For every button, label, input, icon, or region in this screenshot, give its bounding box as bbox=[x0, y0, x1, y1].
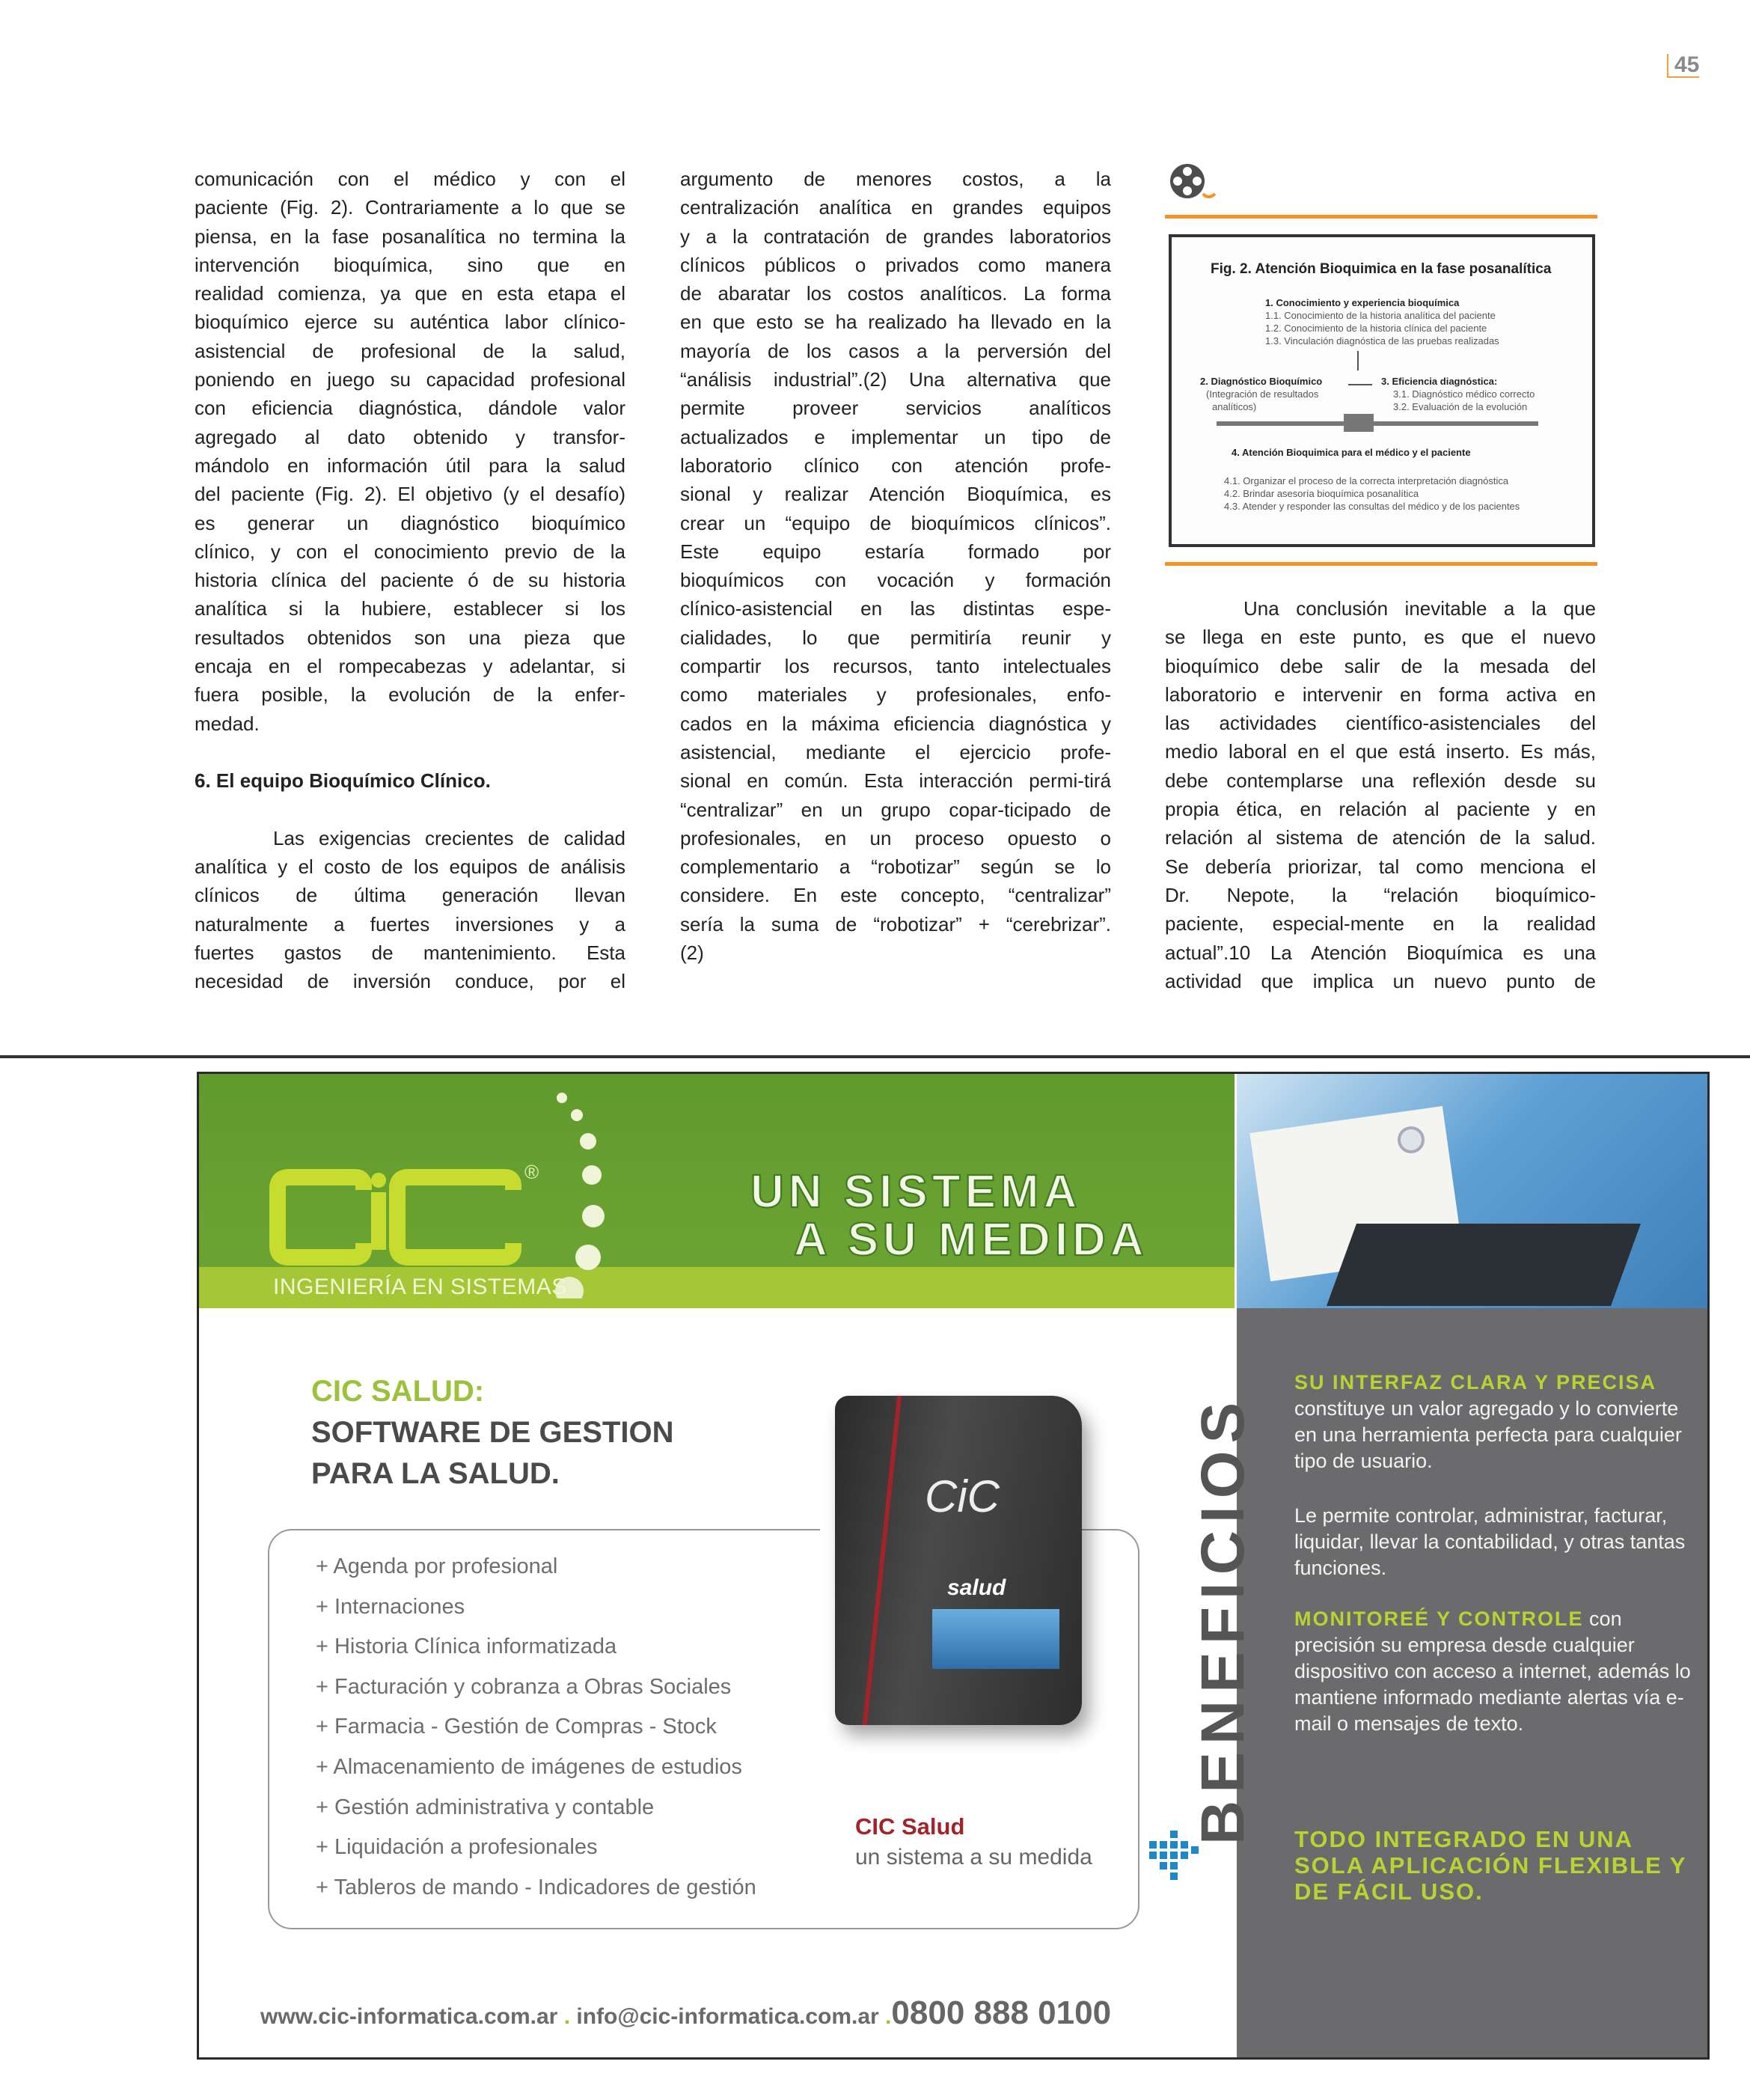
website-link[interactable]: www.cic-informatica.com.ar bbox=[260, 2004, 558, 2029]
text-line: actualizados e implementar un tipo de bbox=[680, 425, 1111, 448]
figure-item: 4.1. Organizar el proceso de la correcta interpretación diagnóstica bbox=[1224, 475, 1509, 486]
box-logo: CiC bbox=[925, 1471, 1000, 1521]
figure-section-2-title: 2. Diagnóstico Bioquímico bbox=[1200, 376, 1323, 387]
text-line: encaja en el rompecabezas y adelantar, si bbox=[195, 655, 625, 678]
box-label: salud bbox=[947, 1575, 1006, 1600]
text-line: bioquímico ejerce su auténtica labor clínico- bbox=[195, 311, 625, 334]
text-line: historia clínica del paciente ó de su historia bbox=[195, 569, 625, 592]
text-line: “centralizar” en un grupo copar-ticipado de bbox=[680, 798, 1111, 821]
text-line: bioquímico debe salir de la mesada del bbox=[1165, 654, 1596, 677]
arrow-right-icon bbox=[1348, 384, 1372, 385]
benefit-3-highlight: MONITOREÉ Y CONTROLE bbox=[1294, 1608, 1584, 1630]
feature-item: + Agenda por profesional bbox=[316, 1554, 558, 1578]
text-line: comunicación con el médico y con el bbox=[195, 168, 625, 190]
text-line: resultados obtenidos son una pieza que bbox=[195, 626, 625, 649]
feature-item: + Almacenamiento de imágenes de estudios bbox=[316, 1755, 742, 1779]
text-line: bioquímicos con vocación y formación bbox=[680, 569, 1111, 592]
text-line: debe contemplarse una reflexión desde su bbox=[1165, 769, 1596, 792]
ad-slogan-line-2: A SU MEDIDA bbox=[794, 1214, 1148, 1266]
text-line: mayoría de los casos a la perversión del bbox=[680, 339, 1111, 362]
text-line: considere. En este concepto, “centralizar” bbox=[680, 884, 1111, 907]
text-line: clínico-asistencial en las distintas espe- bbox=[680, 597, 1111, 620]
ad-contact-footer: www.cic-informatica.com.ar . info@cic-informatica.com.ar .0800 888 0100 bbox=[260, 1994, 1112, 2031]
text-line bbox=[195, 738, 625, 766]
brand-name: CIC Salud bbox=[855, 1813, 965, 1840]
text-line: Las exigencias crecientes de calidad bbox=[273, 826, 625, 849]
product-heading: CIC SALUD: bbox=[311, 1375, 485, 1408]
text-line: asistencial, mediante el ejercicio profe- bbox=[680, 740, 1111, 763]
text-line: piensa, en la fase posanalítica no termina la bbox=[195, 225, 625, 248]
text-line: permite proveer servicios analíticos bbox=[680, 397, 1111, 420]
text-line: realidad comienza, ya que en esta etapa el bbox=[195, 282, 625, 305]
text-line: agregado al dato obtenido y transfor- bbox=[195, 425, 625, 448]
figure-item: 3.2. Evaluación de la evolución bbox=[1393, 401, 1528, 412]
benefit-2: Le permite controlar, administrar, facturar, liquidar, llevar la contabilidad, y otras tantas funciones. bbox=[1294, 1504, 1686, 1579]
figure-section-4-title: 4. Atención Bioquimica para el médico y el paciente bbox=[1232, 447, 1471, 458]
figure-item: 1.1. Conocimiento de la historia analítica del paciente bbox=[1265, 310, 1496, 321]
feature-item: + Gestión administrativa y contable bbox=[316, 1795, 655, 1819]
email-link[interactable]: info@cic-informatica.com.ar bbox=[576, 2004, 879, 2029]
brand-slogan: un sistema a su medida bbox=[855, 1845, 1092, 1869]
text-line: es generar un diagnóstico bioquímico bbox=[195, 511, 625, 534]
figure-section-3-title: 3. Eficiencia diagnóstica: bbox=[1381, 376, 1498, 387]
text-line: compartir los recursos, tanto intelectuales bbox=[680, 655, 1111, 678]
figure-section-1-title: 1. Conocimiento y experiencia bioquímica bbox=[1265, 297, 1460, 308]
text-line: mándolo en información útil para la salud bbox=[195, 454, 625, 477]
text-line: Se debería priorizar, tal como menciona el bbox=[1165, 855, 1596, 878]
benefit-1-highlight: SU INTERFAZ CLARA Y PRECISA bbox=[1294, 1371, 1657, 1394]
text-line: paciente, especial-mente en la realidad bbox=[1165, 912, 1596, 935]
text-line: Dr. Nepote, la “relación bioquímico- bbox=[1165, 883, 1596, 906]
text-column-2 bbox=[680, 165, 1111, 967]
text-line: sional y realizar Atención Bioquímica, es bbox=[680, 483, 1111, 506]
figure-2-diagram bbox=[1169, 234, 1595, 547]
text-line: propia ética, en relación al paciente y en bbox=[1165, 798, 1596, 821]
figure-item: 4.2. Brindar asesoría bioquímica posanalítica bbox=[1224, 488, 1419, 499]
text-line: Este equipo estaría formado por bbox=[680, 540, 1111, 563]
figure-top-rule bbox=[1165, 215, 1597, 219]
text-line: analítica si la hubiere, establecer si los bbox=[195, 597, 625, 620]
text-line: paciente (Fig. 2). Contrariamente a lo que se bbox=[195, 196, 625, 219]
figure-bar-arrow bbox=[1344, 414, 1374, 432]
benefits-title: BENEFICIOS bbox=[1189, 1394, 1257, 1845]
feature-item: + Liquidación a profesionales bbox=[316, 1835, 598, 1860]
ad-slogan-line-1: UN SISTEMA bbox=[750, 1166, 1082, 1218]
figure-bottom-rule bbox=[1165, 562, 1597, 566]
text-line: clínicos públicos o privados como manera bbox=[680, 253, 1111, 276]
text-line: de abaratar los costos analíticos. La forma bbox=[680, 282, 1111, 305]
text-column-3 bbox=[1165, 594, 1596, 995]
text-line: necesidad de inversión conduce, por el bbox=[195, 970, 625, 993]
text-line: cialidades, lo que permitiría reunir y bbox=[680, 626, 1111, 649]
blue-pixel-arrow-icon bbox=[1149, 1826, 1232, 1893]
figure-item: 1.3. Vinculación diagnóstica de las pruebas realizadas bbox=[1265, 335, 1499, 347]
text-line: Una conclusión inevitable a la que bbox=[1243, 597, 1596, 620]
figure-item: 1.2. Conocimiento de la historia clínica del paciente bbox=[1265, 323, 1487, 334]
text-line: del paciente (Fig. 2). El objetivo (y el desafío) bbox=[195, 483, 625, 506]
benefit-1 bbox=[1294, 1370, 1698, 1474]
text-line: naturalmente a fuertes inversiones y a bbox=[195, 912, 625, 935]
figure-title: Fig. 2. Atención Bioquimica en la fase posanalítica bbox=[1211, 261, 1552, 277]
text-line: clínico, y con el conocimiento previo de la bbox=[195, 540, 625, 563]
text-line: crear un “equipo de bioquímicos clínicos”. bbox=[680, 511, 1111, 534]
text-line: actividad que implica un nuevo punto de bbox=[1165, 969, 1596, 992]
text-line: laboratorio clínico con atención profe- bbox=[680, 454, 1111, 477]
benefit-final: TODO INTEGRADO EN UNA SOLA APLICACIÓN FLEXIBLE Y DE FÁCIL USO. bbox=[1294, 1826, 1686, 1905]
text-line: se llega en este punto, es que el nuevo bbox=[1165, 626, 1596, 649]
phone-number: 0800 888 0100 bbox=[891, 1994, 1112, 2031]
benefit-1-text: constituye un valor agregado y lo convierte en una herramienta perfecta para cualquier tipo de usuario. bbox=[1294, 1397, 1682, 1472]
doctor-photo bbox=[1237, 1074, 1710, 1308]
logo-dots bbox=[528, 1089, 625, 1298]
text-line: medad. bbox=[195, 712, 260, 735]
page-number: 45 bbox=[1667, 54, 1699, 78]
figure-item: (Integración de resultados bbox=[1206, 388, 1319, 400]
benefits-panel bbox=[1237, 1308, 1710, 2060]
text-line bbox=[195, 796, 625, 824]
feature-item: + Facturación y cobranza a Obras Sociales bbox=[316, 1674, 732, 1699]
section-divider bbox=[0, 1055, 1750, 1058]
text-line: actual”.10 La Atención Bioquímica es una bbox=[1165, 941, 1596, 964]
text-line: asistencial de profesional de la salud, bbox=[195, 339, 625, 362]
text-line: “análisis industrial”.(2) Una alternativa que bbox=[680, 368, 1111, 391]
text-line: medio laboral en el que está inserto. Es más, bbox=[1165, 740, 1596, 763]
text-line: cados en la máxima eficiencia diagnóstica y bbox=[680, 712, 1111, 735]
text-line: fuertes gastos de mantenimiento. Esta bbox=[195, 941, 625, 965]
arrow-down-icon bbox=[1357, 351, 1359, 370]
product-subheading: SOFTWARE DE GESTION bbox=[311, 1416, 674, 1449]
ad-tagline: INGENIERÍA EN SISTEMAS bbox=[273, 1275, 567, 1299]
text-column-1 bbox=[195, 165, 625, 996]
text-line: poniendo en juego su capacidad profesional bbox=[195, 368, 625, 391]
section-heading: 6. El equipo Bioquímico Clínico. bbox=[195, 769, 491, 793]
film-reel-icon bbox=[1169, 162, 1221, 201]
software-box-image bbox=[835, 1396, 1082, 1725]
text-line: sería la suma de “robotizar” + “cerebrizar”. bbox=[680, 912, 1111, 935]
product-subheading: PARA LA SALUD. bbox=[311, 1457, 560, 1490]
text-line: intervención bioquímica, sino que en bbox=[195, 253, 625, 276]
figure-item: 3.1. Diagnóstico médico correcto bbox=[1393, 388, 1535, 400]
text-line: relación al sistema de atención de la salud. bbox=[1165, 826, 1596, 849]
feature-item: + Historia Clínica informatizada bbox=[316, 1634, 617, 1659]
cic-advertisement bbox=[197, 1072, 1710, 2060]
figure-bar bbox=[1217, 421, 1538, 426]
feature-item: + Tableros de mando - Indicadores de gestión bbox=[316, 1875, 756, 1899]
text-line: como materiales y profesionales, enfo- bbox=[680, 683, 1111, 706]
svg-text:®: ® bbox=[524, 1161, 539, 1183]
cic-logo bbox=[259, 1119, 573, 1269]
text-line: argumento de menores costos, a la bbox=[680, 168, 1111, 190]
feature-item: + Internaciones bbox=[316, 1594, 465, 1619]
text-line: centralización analítica en grandes equipos bbox=[680, 196, 1111, 219]
text-line: fuera posible, la evolución de la enfer- bbox=[195, 683, 625, 706]
text-line: sional en común. Esta interacción permi-tirá bbox=[680, 769, 1111, 793]
text-line: complementario a “robotizar” según se lo bbox=[680, 855, 1111, 879]
text-line: analítica y el costo de los equipos de análisis bbox=[195, 855, 625, 879]
text-line: con eficiencia diagnóstica, dándole valor bbox=[195, 397, 625, 420]
text-line: profesionales, en un proceso opuesto o bbox=[680, 826, 1111, 849]
text-line: clínicos de última generación llevan bbox=[195, 884, 625, 907]
figure-item: analíticos) bbox=[1212, 401, 1257, 412]
benefit-3-text: con precisión su empresa desde cualquier dispositivo con acceso a internet, además lo mantiene informado mediante alertas vía e-mail o mensajes de texto. bbox=[1294, 1608, 1691, 1735]
text-line: las actividades científico-asistenciales del bbox=[1165, 712, 1596, 735]
benefit-3 bbox=[1294, 1606, 1698, 1737]
text-line: (2) bbox=[680, 941, 704, 965]
feature-item: + Farmacia - Gestión de Compras - Stock bbox=[316, 1715, 717, 1739]
text-line: laboratorio e intervenir en forma activa en bbox=[1165, 683, 1596, 706]
text-line: en que esto se ha realizado ha llevado en la bbox=[680, 311, 1111, 334]
figure-item: 4.3. Atender y responder las consultas del médico y de los pacientes bbox=[1224, 501, 1520, 512]
text-line: y a la contratación de grandes laboratorios bbox=[680, 225, 1111, 248]
